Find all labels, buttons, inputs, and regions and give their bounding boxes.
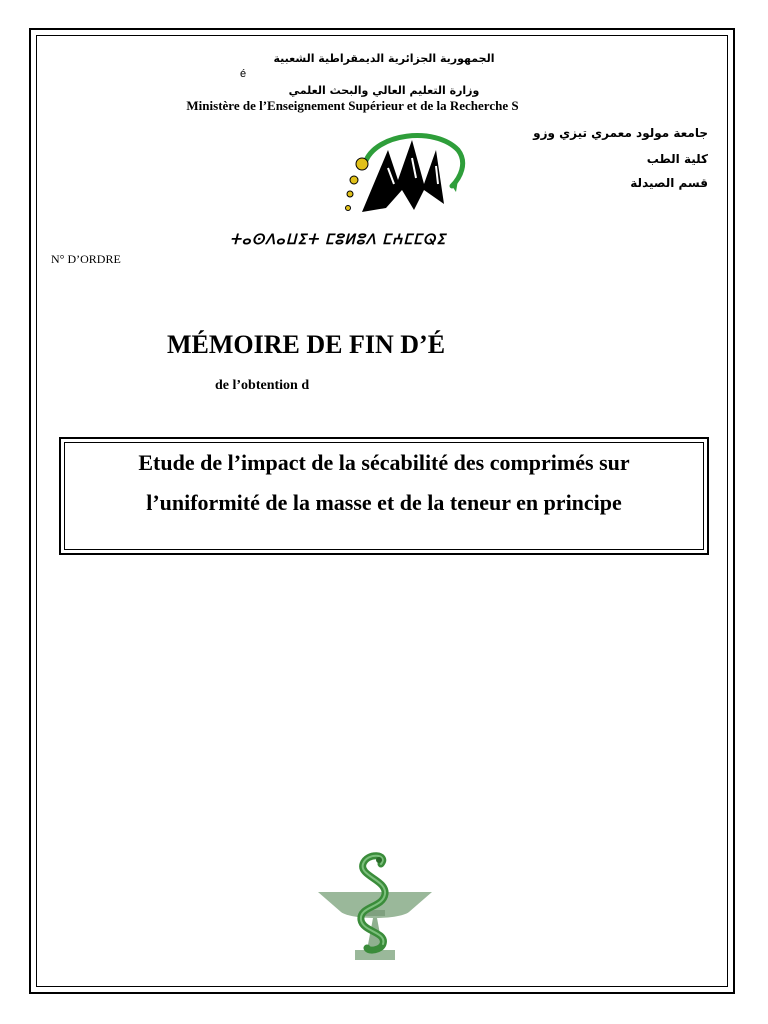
memoire-title: MÉMOIRE DE FIN D’É [167,330,446,359]
order-number-label: N° D’ORDRE [51,252,121,266]
university-name-tifinagh: ⵜⴰⵙⴷⴰⵡⵉⵜ ⵎⵓⵍⵓⴷ ⵎⵄⵎⵎⵕⵉ [230,232,447,248]
obtention-line: de l’obtention d [215,378,310,393]
department-name-arabic: قسم الصيدلة [630,176,708,190]
ministry-name-french: Ministère de l’Enseignement Supérieur et de la Recherche S [186,98,519,113]
faculty-name-arabic: كلية الطب [646,152,708,166]
university-logo-icon [340,128,470,223]
thesis-title-line-1: Etude de l’impact de la sécabilité des comprimés sur [138,450,630,475]
ministry-name-arabic: وزارة التعليم العالي والبحث العلمي [288,84,480,97]
stray-character: é [240,68,247,80]
thesis-title-line-2: l’uniformité de la masse et de la teneur en principe [146,490,622,515]
university-name-arabic: جامعة مولود معمري تيزي وزو [533,126,708,140]
republic-name-arabic: الجمهورية الجزائرية الديمقراطية الشعبية [273,52,495,65]
pharmacy-caduceus-icon [315,850,435,970]
